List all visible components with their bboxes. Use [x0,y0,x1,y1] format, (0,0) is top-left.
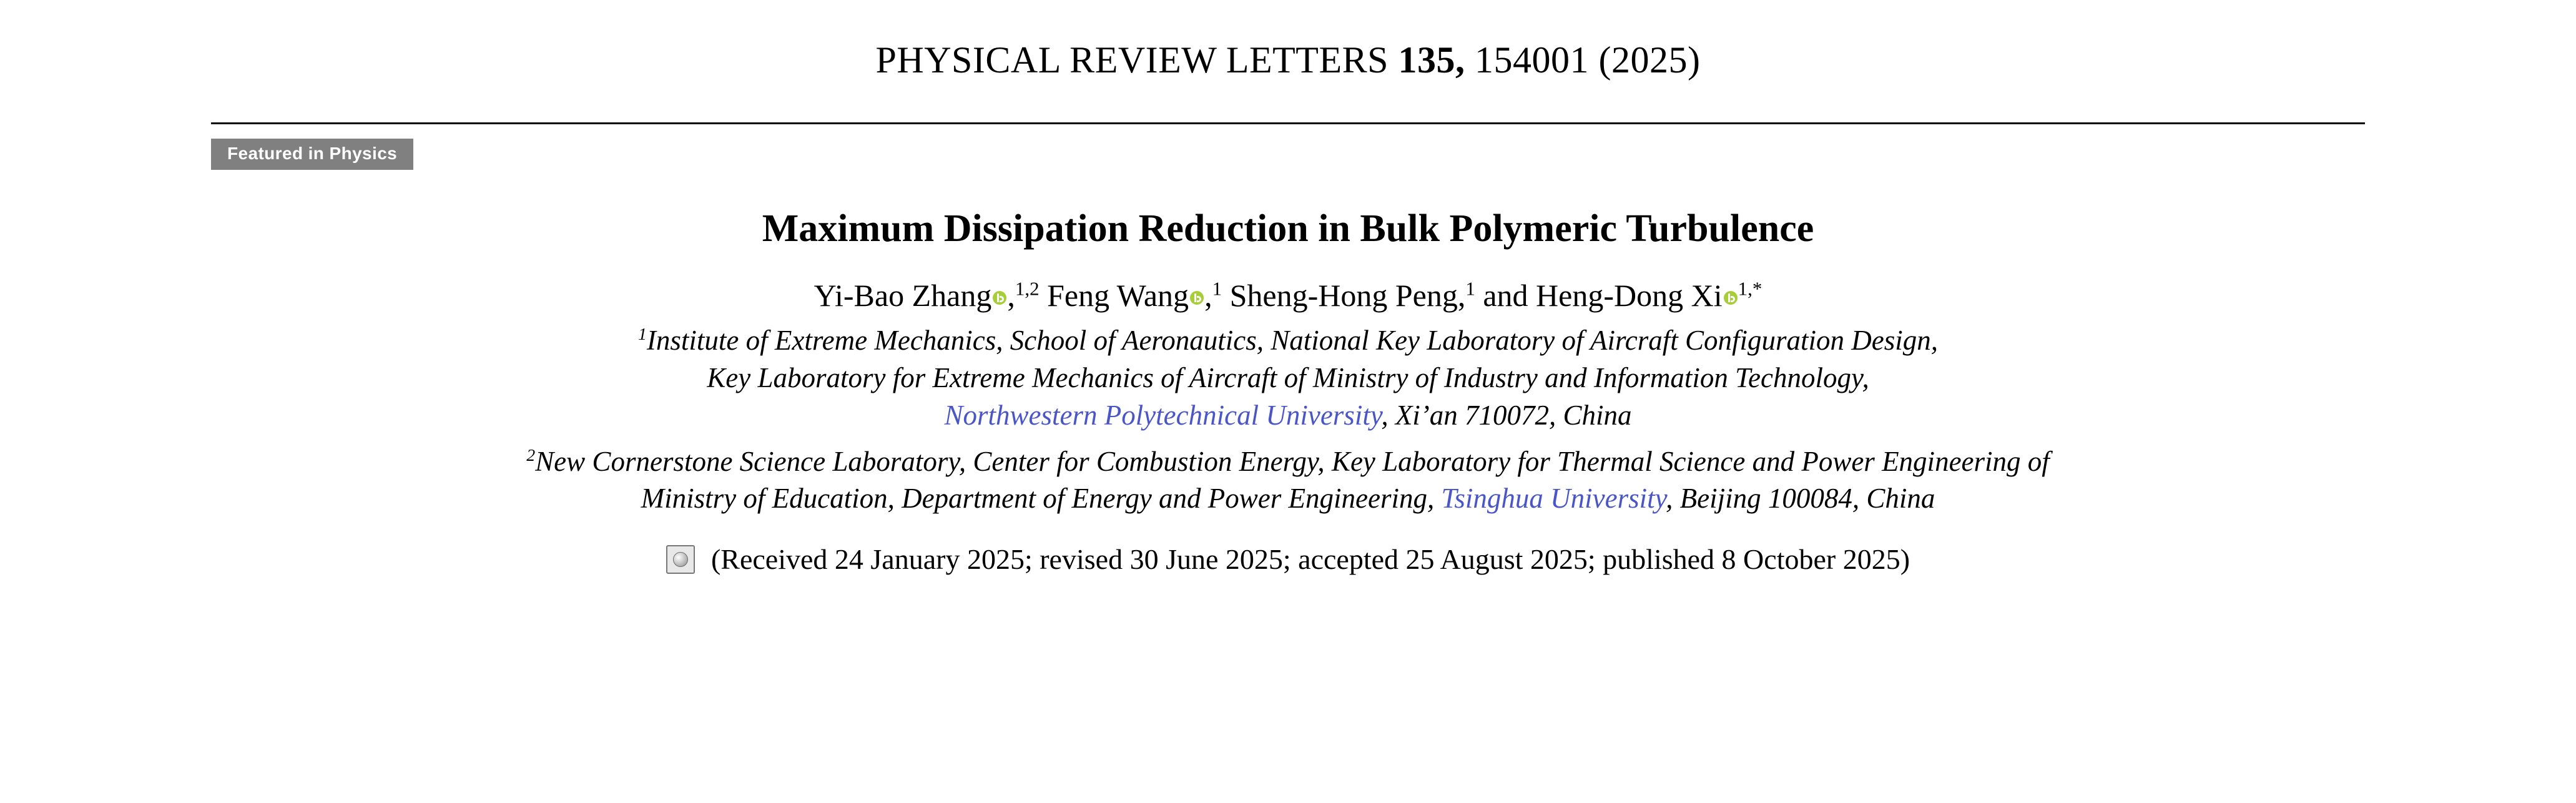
author-entry [1483,278,1762,313]
affiliation-mark: 1 [637,325,647,344]
affiliation-line [0,480,2576,518]
affiliation-text: Institute of Extreme Mechanics, School of Aeronautics, National Key Laboratory of Aircraft Configuration Design, [646,325,1939,356]
author-separator: , [1457,278,1466,313]
crossmark-icon[interactable] [666,545,695,574]
university-link[interactable]: Tsinghua University [1441,483,1666,515]
affiliation-2 [0,443,2576,518]
author-name: Feng Wang [1047,278,1189,313]
publication-year: (2025) [1598,39,1701,81]
page-title: Maximum Dissipation Reduction in Bulk Polymeric Turbulence [762,207,1814,250]
journal-volume: 135, [1398,39,1465,81]
publication-dates-row [0,543,2576,576]
affiliation-text: , Beijing 100084, China [1666,483,1935,515]
orcid-icon[interactable] [993,291,1006,305]
header-divider [211,122,2365,124]
author-entry [814,278,1040,313]
journal-citation-line [0,0,2576,82]
author-name: Heng-Dong Xi [1536,278,1723,313]
affiliation-1 [0,322,2576,435]
affiliation-text: New Cornerstone Science Laboratory, Center for Combustion Energy, Key Laboratory for Thermal Science and Power Engineering of [535,445,2050,477]
author-list [0,277,2576,313]
affiliation-line [0,322,2576,360]
orcid-icon[interactable] [1190,291,1204,305]
author-name: Sheng-Hong Peng [1229,278,1458,313]
author-conjunction: and [1483,278,1536,313]
affiliation-text: , Xi’an 710072, China [1381,399,1632,431]
affiliation-text: Ministry of Education, Department of Energy and Power Engineering, [641,483,1442,515]
author-name: Yi-Bao Zhang [814,278,992,313]
affiliation-line [0,360,2576,397]
university-link[interactable]: Northwestern Polytechnical University [944,399,1382,431]
article-number: 154001 [1475,39,1589,81]
author-affil-mark: 1 [1212,277,1222,300]
author-separator: , [1007,278,1015,313]
author-entry [1230,278,1475,313]
affiliation-line [0,443,2576,481]
author-affil-mark: 1 [1465,277,1475,300]
author-affil-mark: 1,2 [1015,277,1040,300]
author-separator: , [1204,278,1212,313]
orcid-icon[interactable] [1724,291,1738,305]
publication-dates: (Received 24 January 2025; revised 30 June 2025; accepted 25 August 2025; published 8 October 2025) [710,543,1910,576]
author-affil-mark: 1,* [1738,277,1762,300]
journal-name: PHYSICAL REVIEW LETTERS [875,39,1389,81]
affiliation-text: Key Laboratory for Extreme Mechanics of Aircraft of Ministry of Industry and Information Technology, [707,362,1869,393]
affiliation-mark: 2 [526,445,536,465]
author-entry [1047,278,1222,313]
featured-in-physics-badge[interactable]: Featured in Physics [211,139,413,170]
affiliation-line [0,397,2576,435]
